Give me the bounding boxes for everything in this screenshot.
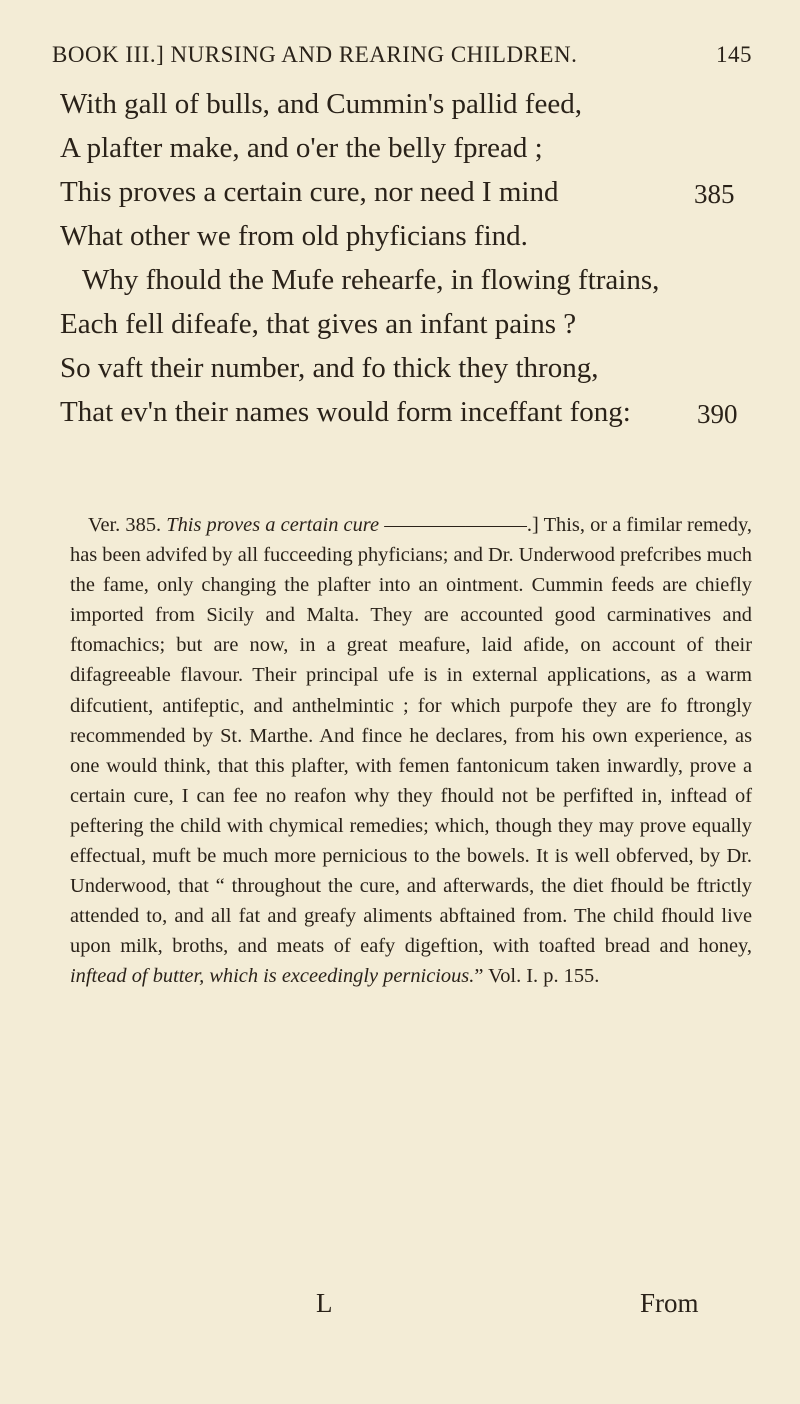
verse-line: What other we from old phyficians find. (60, 220, 528, 252)
verse-line: This proves a certain cure, nor need I mind (60, 176, 559, 208)
page-number: 145 (716, 42, 752, 67)
running-head: BOOK III.] NURSING AND REARING CHILDREN. (52, 42, 578, 67)
verse-line: Each fell difeafe, that gives an infant pains ? (60, 308, 577, 340)
note-lemma: This proves a certain cure (166, 514, 380, 536)
running-header (52, 42, 752, 76)
verse-line: So vaft their number, and fo thick they throng, (60, 352, 599, 384)
page-footer (0, 1288, 800, 1328)
verse-line: With gall of bulls, and Cummin's pallid feed, (60, 88, 582, 120)
note-dash: ———————.] (384, 514, 539, 536)
note-body: This, or a fimilar remedy, has been advifed by all fucceeding phyficians; and Dr. Underwood prefcribes much the fame, only changing the plafter into an ointment. Cummin feeds are chiefly imported from Sicily and Malta. They are accounted good carminatives and ftomachics; but are now, in a great meafure, laid afide, on account of their difagreeable flavour. Their principal ufe is in external applications, as a warm difcutient, antifeptic, and anthelmintic ; for which purpofe they are fo ftrongly recommended by St. Marthe. And fince he declares, from his own experience, as one would think, that this plafter, with femen fantonicum taken inwardly, prove a certain cure, I can fee no reafon why they fhould not be perfifted in, inftead of peftering the child with chymical remedies; which, though they may prove equally effectual, muft be much more pernicious to the bowels. It is well obferved, by Dr. Underwood, that “ throughout the cure, and afterwards, the diet fhould be ftrictly attended to, and all fat and greafy aliments abftained from. The child fhould live upon milk, broths, and meats of eafy digeftion, with toafted bread and honey, (70, 514, 752, 958)
footnote-paragraph (70, 510, 752, 992)
note-citation: ” Vol. I. p. 155. (474, 965, 600, 988)
verse-line: That ev'n their names would form inceffant fong: (60, 396, 631, 428)
signature-mark: L (316, 1288, 333, 1318)
verse-reference: Ver. 385. (88, 514, 162, 536)
catchword: From (640, 1288, 699, 1318)
line-number: 390 (697, 399, 738, 429)
verse-line: A plafter make, and o'er the belly fpread ; (60, 132, 543, 164)
verse-line: Why fhould the Mufe rehearfe, in flowing ftrains, (82, 264, 660, 296)
line-number: 385 (694, 179, 735, 209)
footnote (70, 510, 752, 992)
note-italic: inftead of butter, which is exceedingly pernicious. (70, 965, 475, 988)
